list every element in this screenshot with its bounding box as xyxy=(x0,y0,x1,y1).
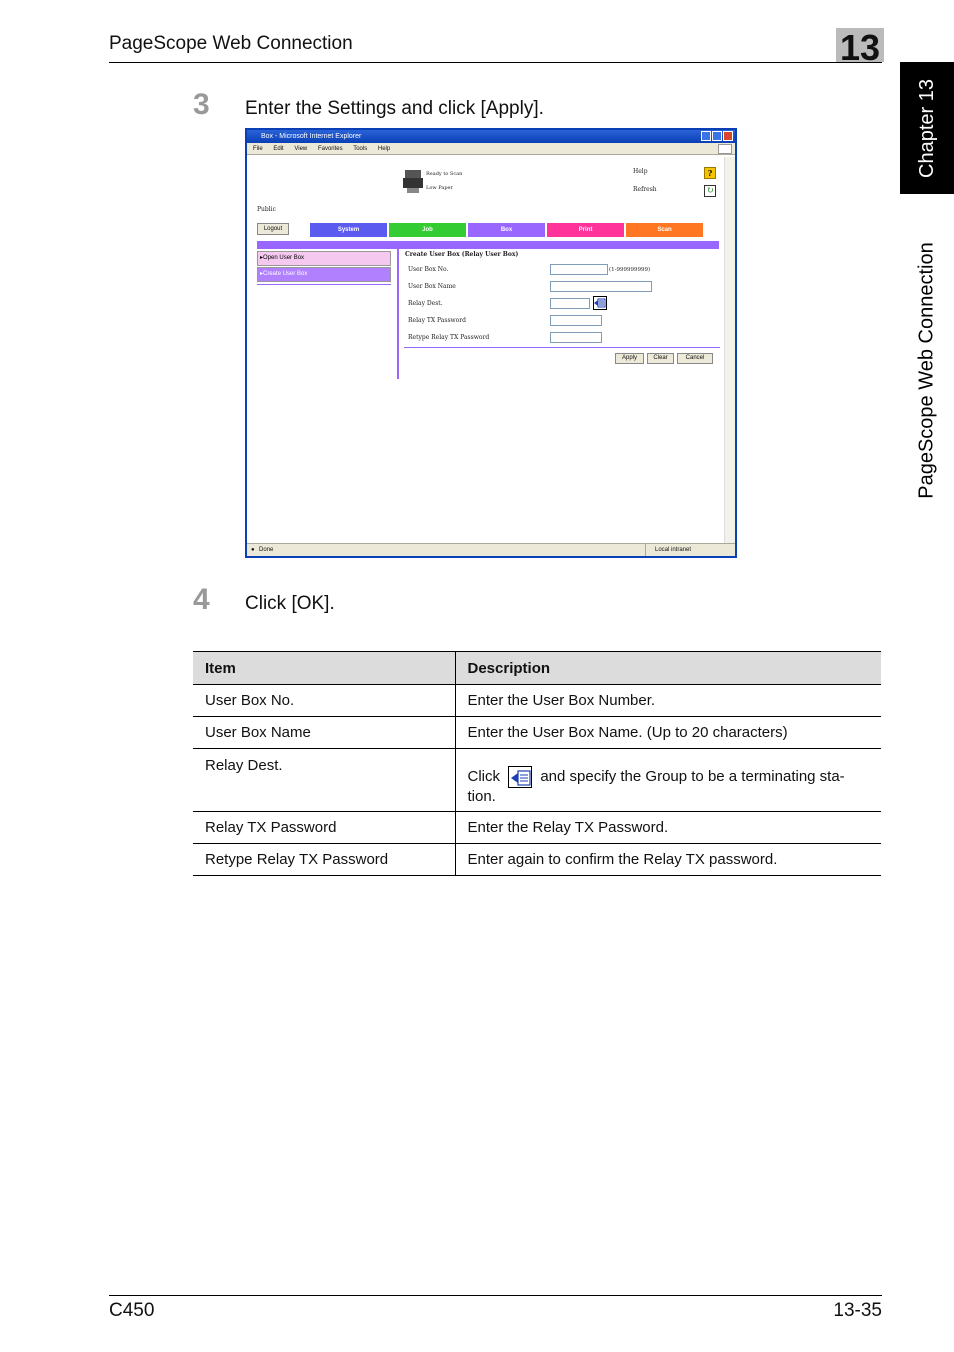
printer-icon xyxy=(403,168,423,194)
chapter-number: 13 xyxy=(839,27,881,68)
menu-view: View xyxy=(294,146,308,152)
chapter-side-label: Chapter 13 xyxy=(915,78,938,178)
step-number-3: 3 xyxy=(193,88,210,121)
sidebar-item-open-user-box: ▸Open User Box xyxy=(257,251,391,266)
row-description: Enter the Relay TX Password. xyxy=(455,812,881,844)
clear-button: Clear xyxy=(647,353,674,364)
row-description xyxy=(455,749,881,812)
sidebar-rule xyxy=(257,284,391,285)
table-row xyxy=(193,844,881,876)
step-text-4: Click [OK]. xyxy=(245,593,335,614)
menu-file: File xyxy=(253,146,263,152)
row-description: Enter the User Box Name. (Up to 20 characters) xyxy=(455,717,881,749)
maximize-icon xyxy=(712,131,722,141)
tab-scan: Scan xyxy=(626,223,703,237)
table-row xyxy=(193,685,881,717)
form-title: Create User Box (Relay User Box) xyxy=(405,251,519,258)
menu-help: Help xyxy=(377,146,391,152)
status-divider xyxy=(645,544,647,556)
status-done: Done xyxy=(259,547,274,553)
step-number-4: 4 xyxy=(193,583,210,616)
row-item: User Box Name xyxy=(193,717,455,749)
tab-system: System xyxy=(310,223,387,237)
minimize-icon xyxy=(701,131,711,141)
label-user-box-name: User Box Name xyxy=(408,283,456,290)
row-item: Relay TX Password xyxy=(193,812,455,844)
section-side-label: PageScope Web Connection xyxy=(915,241,938,499)
user-box-no-hint: (1-999999999) xyxy=(609,267,651,273)
footer-model: C450 xyxy=(109,1300,155,1321)
device-status-ready: Ready to Scan xyxy=(426,171,463,177)
table-header-row xyxy=(193,652,881,685)
label-retype-relay-tx-password: Retype Relay TX Password xyxy=(408,334,490,341)
menu-bar xyxy=(247,143,735,155)
close-icon xyxy=(723,131,733,141)
help-icon: ? xyxy=(704,167,716,179)
label-relay-tx-password: Relay TX Password xyxy=(408,317,467,324)
relay-desc-line2: tion. xyxy=(467,787,496,805)
user-box-name-input xyxy=(550,281,652,292)
device-status-paper: Low Paper xyxy=(426,185,453,191)
label-relay-dest: Relay Dest. xyxy=(408,300,443,307)
refresh-link: Refresh xyxy=(633,186,657,193)
header-description: Description xyxy=(455,652,881,685)
windows-logo-icon xyxy=(718,144,732,154)
tab-box: Box xyxy=(468,223,545,237)
table-row xyxy=(193,717,881,749)
row-description: Enter again to confirm the Relay TX password. xyxy=(455,844,881,876)
window-title: Box - Microsoft Internet Explorer xyxy=(261,133,362,140)
header-rule xyxy=(109,62,882,63)
retype-relay-tx-password-input xyxy=(550,332,602,343)
user-label: Public xyxy=(257,206,276,213)
menu-edit: Edit xyxy=(273,146,284,152)
relay-tx-password-input xyxy=(550,315,602,326)
browser-scrollbar xyxy=(724,157,735,545)
running-header-title: PageScope Web Connection xyxy=(109,33,353,54)
header-item: Item xyxy=(193,652,455,685)
tab-print: Print xyxy=(547,223,624,237)
logout-button: Logout xyxy=(257,223,289,235)
help-link: Help xyxy=(633,168,648,175)
window-titlebar xyxy=(247,130,735,143)
row-description: Enter the User Box Number. xyxy=(455,685,881,717)
table-row xyxy=(193,749,881,812)
footer-rule xyxy=(109,1295,882,1296)
status-done-icon: ● xyxy=(251,547,255,553)
browser-statusbar xyxy=(247,543,735,556)
refresh-icon: ↻ xyxy=(704,185,716,197)
relay-dest-input xyxy=(550,298,590,309)
table-row xyxy=(193,812,881,844)
row-item: User Box No. xyxy=(193,685,455,717)
sidebar-item-create-user-box: ▸Create User Box xyxy=(257,267,391,282)
menu-favorites: Favorites xyxy=(317,146,343,152)
user-box-no-input xyxy=(550,264,608,275)
row-item: Relay Dest. xyxy=(193,749,455,812)
address-book-icon xyxy=(593,296,607,310)
cancel-button: Cancel xyxy=(677,353,713,364)
settings-description-table xyxy=(193,651,881,876)
row-item: Retype Relay TX Password xyxy=(193,844,455,876)
apply-button: Apply xyxy=(615,353,644,364)
step-text-3: Enter the Settings and click [Apply]. xyxy=(245,98,544,119)
footer-page-number: 13-35 xyxy=(833,1300,882,1321)
box-section-bar xyxy=(257,241,719,249)
sidebar-divider xyxy=(397,249,399,379)
form-rule xyxy=(404,347,720,348)
relay-desc-line1: Click and specify the Group to be a terminating sta- xyxy=(468,766,870,788)
menu-tools: Tools xyxy=(353,146,368,152)
label-user-box-no: User Box No. xyxy=(408,266,449,273)
status-zone: Local intranet xyxy=(655,547,692,553)
tab-job: Job xyxy=(389,223,466,237)
address-book-icon xyxy=(508,766,532,788)
browser-screenshot xyxy=(245,128,737,558)
